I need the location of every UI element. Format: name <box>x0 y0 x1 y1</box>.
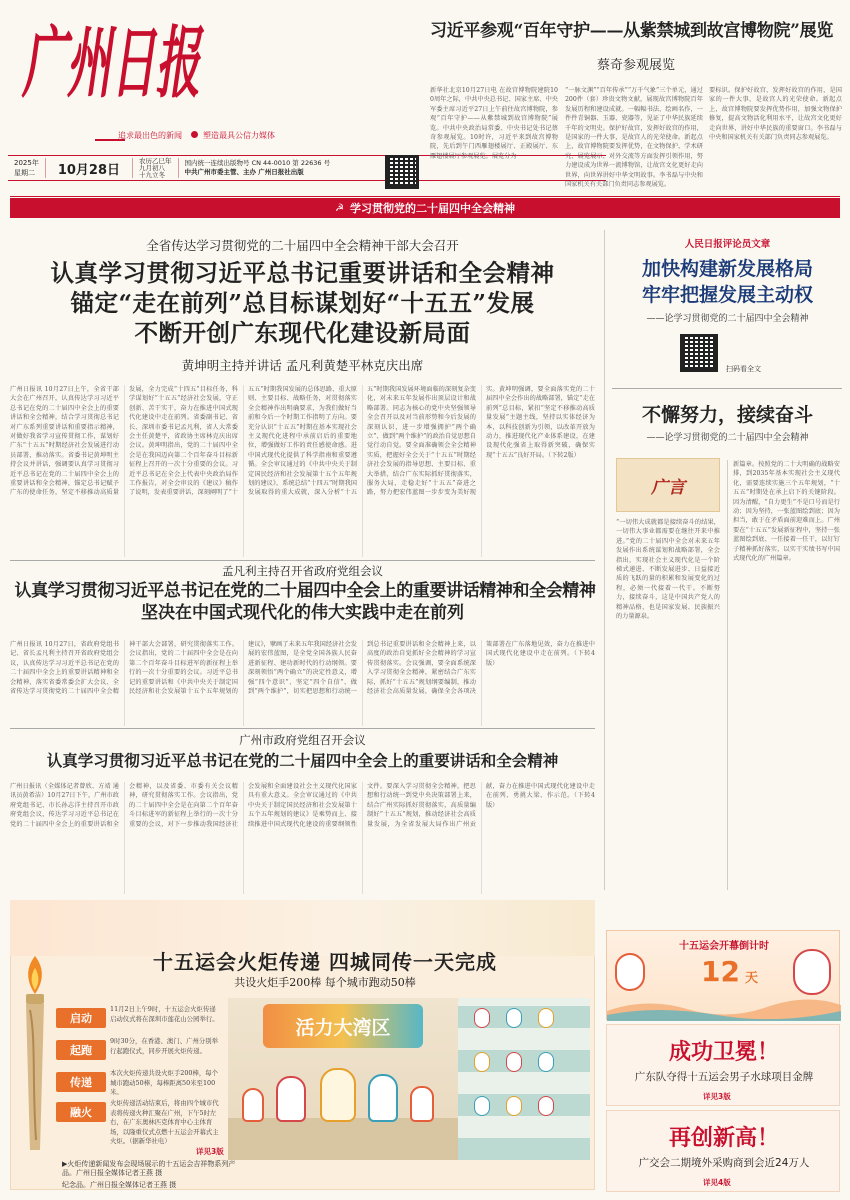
slogan-dot-icon <box>191 131 198 138</box>
commentary1-subtitle: ——论学习贯彻党的二十届四中全会精神 <box>646 314 809 324</box>
mascot-figurine-icon <box>538 1008 554 1028</box>
story2-kicker: 孟凡利主持召开省政府党组会议 <box>222 564 383 578</box>
countdown-mascot-icon <box>793 949 831 995</box>
torch-subhead: 共设火炬手200棒 每个城市跑动50棒 <box>234 976 416 989</box>
commentary2-tag: 广言 <box>651 477 685 498</box>
top-story-headline[interactable]: 习近平参观“百年守护——从紫禁城到故宫博物院”展览 <box>430 21 834 41</box>
story3-headline[interactable]: 认真学习贯彻习近平总书记在党的二十届四中全会上的重要讲话和全会精神 <box>46 751 559 770</box>
mascot-figurine-icon <box>538 1052 554 1072</box>
torch-item-label: 传递 <box>56 1072 106 1092</box>
column-rule <box>604 230 605 890</box>
torch-headline[interactable]: 十五运会火炬传递 四城同传一天完成 <box>153 950 497 974</box>
dateline-year-box <box>8 158 46 178</box>
dateline-pub-box <box>179 158 337 178</box>
slogan-left: 追求最出色的新闻 <box>118 131 182 140</box>
promo2-headline: 再创新高！ <box>668 1126 779 1151</box>
logo-text: 广州日报 <box>21 18 205 109</box>
countdown-unit: 天 <box>745 971 759 986</box>
torch-photo-caption <box>62 1160 247 1178</box>
section-banner-text: 学习贯彻党的二十届四中全会精神 <box>349 202 515 215</box>
torch-item-text: 本次火炬传递共设火炬手200棒，每个城市跑动50棒，每棒距离50米至100米。 <box>110 1069 219 1096</box>
mascot-figurine-icon <box>506 1008 522 1028</box>
commentary1-headline-1[interactable]: 加快构建新发展格局 <box>641 258 813 280</box>
mascot-figurine-icon <box>410 1086 434 1122</box>
dateline-lunar-1: 农历乙巳年 <box>139 156 172 165</box>
section-banner <box>10 198 840 218</box>
dateline-date: 10月28日 <box>57 162 121 178</box>
promo1-link[interactable]: 详见3版 <box>703 1092 731 1101</box>
torch-caption-1: ▶火炬传递新闻发布会现场展示的十五运会吉祥物系列产品。广州日报全媒体记者王燕 摄 <box>62 1160 236 1177</box>
commentary1-label: 人民日报评论员文章 <box>684 239 771 250</box>
torch-item-text: 9时30分，在香港、澳门、广州分别举行起跑仪式，同步开展火炬传递。 <box>110 1037 219 1055</box>
promo2-card[interactable] <box>606 1110 840 1192</box>
lead-subhead: 黄坤明主持并讲话 孟凡利黄楚平林克庆出席 <box>181 358 424 373</box>
photo-sign-board <box>263 1004 423 1048</box>
dateline-year: 2025年 <box>14 159 39 167</box>
photo-table <box>228 1118 458 1160</box>
divider <box>612 388 842 389</box>
mascot-figurine-icon <box>474 1008 490 1028</box>
promo2-link[interactable]: 详见4版 <box>703 1178 731 1187</box>
countdown-title: 十五运会开幕倒计时 <box>679 941 769 952</box>
torch-item-text: 火炬传递活动结束后，将由四个城市代表将传递火种汇聚在广州，下午5时左右，在广东奥林匹克体育中心主体育场，以隆重仪式点燃十五运会开幕式主火炬。（据新华社电） <box>110 1099 219 1145</box>
story2-headline-1[interactable]: 认真学习贯彻习近平总书记在党的二十届四中全会上的重要讲话精神和全会精神 <box>14 581 596 601</box>
mascot-figurine-icon <box>242 1088 264 1122</box>
column-rule <box>727 460 728 890</box>
story3-kicker: 广州市政府党组召开会议 <box>239 733 366 747</box>
promo1-headline: 成功卫冕！ <box>668 1040 779 1065</box>
commentary1-qr-code[interactable] <box>680 334 718 372</box>
dateline-publisher: 中共广州市委主管、主办 广州日报社出版 <box>184 168 304 176</box>
commentary2-headline[interactable]: 不懈努力，接续奋斗 <box>641 404 813 426</box>
mascot-figurine-icon <box>320 1068 356 1122</box>
top-story-col2: “一脉文渊”“百年传承”“万千气象”三个单元，通过200件（套）珍贵文物文献，展现故宫博物院百年发展历程和建设成就。一幅幅书法、绘画名作，一件件青铜器、玉器、瓷器等，见证了中华民族延续千年的文明史。保护好故宫，发挥好故宫的作用，是国家的一件大事，是故宫人的光荣使命。新起点上，故宫博物院要发挥优势，在文物保护、学术研究、展览展示、对外交流等方面发挥引领作用，努力建设成为世界一流博物馆，让故宫文化更好走向世界，向世界讲好中华文明故事。李书磊与中央和国家机关有关部门负责同志参观展览。 <box>565 87 703 189</box>
mascot-figurine-icon <box>506 1052 522 1072</box>
commentary2-subtitle: ——论学习贯彻党的二十届四中全会精神 <box>646 433 809 443</box>
party-emblem-icon: ☭ <box>335 202 344 214</box>
countdown-mascot-icon <box>615 953 645 991</box>
dateline-weekday: 星期二 <box>14 169 35 177</box>
mascot-figurine-icon <box>474 1096 490 1116</box>
banner-rule <box>10 196 840 197</box>
divider <box>10 560 595 561</box>
lead-headline-1[interactable]: 认真学习贯彻习近平总书记重要讲话和全会精神 <box>50 259 555 287</box>
torch-detail-link[interactable]: 详见3版 <box>196 1147 224 1156</box>
story2-headline-2[interactable]: 坚决在中国式现代化的伟大实践中走在前列 <box>141 603 464 623</box>
torch-item-label: 起跑 <box>56 1040 106 1060</box>
lead-headline-3[interactable]: 不断开创广东现代化建设新局面 <box>134 319 471 347</box>
torch-caption-2: 纪念品。广州日报全媒体记者王燕 摄 <box>62 1181 177 1189</box>
mascot-figurine-icon <box>474 1052 490 1072</box>
promo1-card[interactable] <box>606 1024 840 1106</box>
top-story-col3: 要标识。保护好故宫，发挥好故宫的作用，是国家的一件大事，是故宫人的光荣使命。新起点上，故宫博物院要发挥优势作用，加强文物保护修复，提高文物活化利用水平，让故宫文化更好走向世界，讲好中华民族的重要窗口。李书磊与中央和国家机关有关部门负责同志参观展览。 <box>709 87 842 142</box>
torch-item-label: 启动 <box>56 1008 106 1028</box>
countdown-wave-icon <box>607 997 841 1021</box>
mascot-figurine-icon <box>276 1076 306 1122</box>
torch-item-text: 11月2日上午9时，十五运会火炬传递启动仪式将在深圳市莲花山公园举行。 <box>110 1005 219 1023</box>
mascot-figurine-icon <box>538 1096 554 1116</box>
masthead-qr-code[interactable] <box>385 155 419 189</box>
dateline-issn: 国内统一连续出版物号 CN 44-0010 第 22636 号 <box>184 159 331 167</box>
story3-body: 广州日报讯（全媒体记者曾欣、方靖 通讯员黄希洁）10月27日下午，广州市政府党组书记、市长孙志洋主持召开市政府党组会议，传达学习习近平总书记在党的二十届四中全会上的重要讲话和全会精神，以及省委、市委有关会议精神，研究贯彻落实工作。会议指出，党的二十届四中全会是在向第二个百年奋斗目标进军的新征程上举行的一次十分重要的会议，对下一步推动我国经济社会发展和全面建设社会主义现代化国家具有重大意义。全会审议通过的《中共中央关于制定国民经济和社会发展第十五个五年规划的建议》是乘势而上、接续推进中国式现代化建设的重要纲领性文件。要深入学习贯彻全会精神，把思想和行动统一到党中央决策部署上来，结合广州实际抓好贯彻落实，高质量编制好“十五五”规划，推动经济社会高质量发展，为全省发展大局作出广州贡献，奋力在推进中国式现代化建设中走在前列、勇挑大梁、作示范。（下转4版） <box>10 783 595 828</box>
torch-photo <box>228 998 590 1160</box>
commentary2-body-right: 新篇章。按照党的二十大明确的战略安排，到2035年基本实现社会主义现代化，需要连续实施三个五年规划，“十五五”时期处在承上启下的关键阶段。因为清醒，“自力更生”不是口号而是行动；因为坚持，一张蓝图绘到底；因为担当，敢于在矛盾面前迎难而上。广州要在“十五五”发展新征程中，坚持一张蓝图绘到底、一任接着一任干，以钉钉子精神抓好落实，以实干实绩书写中国式现代化的广州篇章。 <box>733 461 840 563</box>
torch-illustration-icon <box>12 950 58 1190</box>
countdown-days: 12 <box>701 955 740 988</box>
lead-headline-2[interactable]: 锚定“走在前列”总目标谋划好“十五五”发展 <box>70 289 535 317</box>
commentary1-qr-caption: 扫码看全文 <box>726 365 761 373</box>
mascot-figurine-icon <box>506 1096 522 1116</box>
photo-sign-text: 活力大湾区 <box>295 1016 391 1039</box>
promo1-text: 广东队夺得十五运会男子水球项目金牌 <box>634 1071 814 1083</box>
story2-body: 广州日报讯 10月27日，省政府党组书记、省长孟凡利主持召开省政府党组会议，认真传达学习习近平总书记在党的二十届四中全会上的重要讲话精神和全会精神，落实省委常委会扩大会议、全省传达学习贯彻党的二十届四中全会精神干部大会部署，研究贯彻落实工作。会议指出，党的二十届四中全会是在向第二个百年奋斗目标进军的新征程上举行的一次十分重要的会议。习近平总书记的重要讲话和《中共中央关于制定国民经济和社会发展第十五个五年规划的建议》，擘画了未来五年我国经济社会发展的宏伟蓝图，是全党全国各族人民奋进新征程、建功新时代的行动纲领。要深刻领悟“两个确立”的决定性意义，增强“四个意识”、坚定“四个自信”、做到“两个维护”，切实把思想和行动统一到总书记重要讲话和全会精神上来，以高度的政治自觉抓好全会精神的学习宣传贯彻落实。会议强调，要全面系统深入学习贯彻全会精神，紧密结合广东实际，抓好“十五五”规划纲要编制，推动经济社会高质量发展，确保全会各项决策部署在广东落地见效，奋力在推进中国式现代化建设中走在前列。（下转4版） <box>10 641 595 696</box>
torch-item-label: 融火 <box>56 1102 106 1122</box>
lead-body: 广州日报讯 10月27日上午，全省干部大会在广州召开，认真传达学习习近平总书记在党的二十届四中全会上的重要讲话和全会精神，结合学习贯彻总书记对广东系列重要讲话和重要指示精神，对做好我省学习宣传贯彻工作，谋划好广东“十五五”时期经济社会发展进行动员部署，推动落实。省委书记黄坤明主持会议并讲话，强调要认真学习贯彻习近平总书记在党的二十届四中全会上的重要讲话和全会精神，锚定总书记赋予广东的使命任务，坚定不移推动高质量发展，全力完成“十四五”目标任务，科学谋划好“十五五”经济社会发展，守正创新、苦干实干，奋力在推进中国式现代化建设中走在前列。省委副书记、省长、深圳市委书记孟凡利，省人大常委会主任黄楚平，省政协主席林克庆出席会议。黄坤明指出，党的二十届四中全会是在我国迈向第二个百年奋斗目标新征程上召开的一次十分重要的会议。习近平总书记在全会上代表中央政治局作工作报告，对全会审议的《建议》稿作了说明，发表重要讲话，深刻阐明了“十五五”时期我国发展的总体思路、重大原则、主要目标、战略任务，对贯彻落实全会精神作出明确要求，为我们做好当前和今后一个时期工作指明了方向。要充分认识“十五五”时期在基本实现社会主义现代化进程中承前启后的重要地位，增强做好工作的责任感使命感。进中国式现代化提供了科学指南和重要遵循。全会审议通过的《中共中央关于制定国民经济和社会发展第十五个五年规划的建议》，系统总结“十四五”时期我国发展取得的重大成就，深入分析“十五五”时期我国发展环境面临的深刻复杂变化，对未来五年发展作出顶层设计和战略部署。同志为核心的党中央坚强领导全会召开以及对当前形势和今后发展的深刻认识，进一步增强拥护“两个确立”、做到“两个维护”的政治自觉思想自觉行动自觉。要全面准确领会全会精神实质，把握好全会关于“十五五”时期经济社会发展的指导思想、主要目标、重大举措，结合广东实际抓好贯彻落实，服务大局，走稳走好“十五五”奋进之路，努力把宏伟蓝图一步步变为美好现实。黄坤明强调，要全面落实党的二十届四中全会作出的战略部署，锚定“走在前列”总目标，紧扣“坚定不移推动高质量发展”主题主线，坚持以实体经济为本，以科技创新为引领，以改革开放为动力，推进现代化产业体系建设，在建设现代化强省上取得新突破，确保实现“十五五”良好开局。（下转2版） <box>10 386 595 497</box>
mascot-figurine-icon <box>368 1074 398 1122</box>
dateline-lunar-3: 十九立冬 <box>139 170 166 179</box>
commentary1-headline-2[interactable]: 牢牢把握发展主动权 <box>641 284 813 306</box>
commentary2-tag-box <box>616 458 720 512</box>
dateline-lunar-box <box>133 158 179 178</box>
dateline-lunar-2: 九月初八 <box>139 163 166 172</box>
slogan-right: 塑造最具公信力媒体 <box>203 131 275 140</box>
top-story-subhead: 蔡奇参观展览 <box>596 58 675 73</box>
commentary2-body-left: “一切伟大成就都是接续奋斗的结果，一切伟大事业都需要在继往开来中推进。”党的二十届四中全会对未来五年发展作出系统谋划和战略部署，全会指出，实现社会主义现代化是一个阶梯式递进、不断发展进步、日益接近质的飞跃的量的积累和发展变化的过程，必须一代接着一代干。不断努力，接续奋斗，这是中国共产党人的精神品格，也是国家发展、民族振兴的力量源泉。 <box>616 519 720 621</box>
countdown-card <box>606 930 840 1020</box>
dateline-date-box <box>46 158 133 178</box>
divider <box>10 728 595 729</box>
newspaper-logo <box>21 8 205 109</box>
lead-kicker: 全省传达学习贯彻党的二十届四中全会精神干部大会召开 <box>146 238 459 253</box>
top-story-col1: 新华社北京10月27日电 在故宫博物院建院100周年之际，中共中央总书记、国家主席、中央军委主席习近平27日上午前往故宫博物院，参观“百年守护——从紫禁城到故宫博物院”展览。中共中央政治局常委、中央书记处书记蔡奇参观展览。10时许，习近平来到故宫博物院，先后到午门西雁翅楼展厅、正殿展厅、东雁翅楼展厅参观展览。展览分为 <box>430 87 558 160</box>
promo2-text: 广交会二期境外采购商到会近24万人 <box>638 1157 810 1169</box>
